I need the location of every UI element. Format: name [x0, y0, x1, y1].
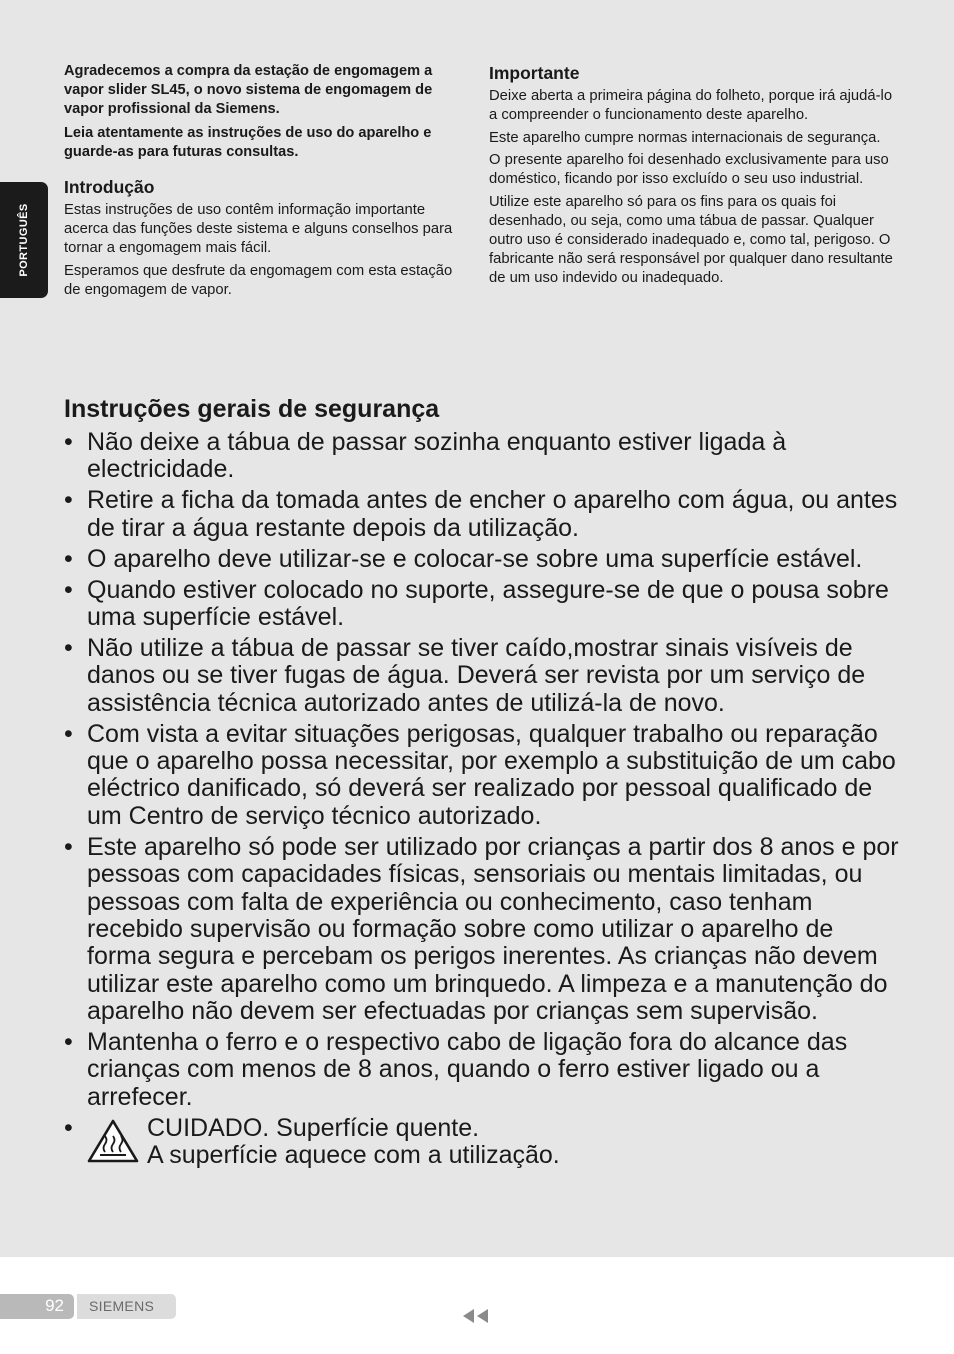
bullet: • [64, 575, 73, 604]
page-number: 92 [45, 1296, 64, 1315]
brand-tab [77, 1294, 176, 1319]
important-paragraph: O presente aparelho foi desenhado exclusivamente para uso doméstico, ficando por isso excluído o seu uso industrial. [489, 152, 889, 187]
bullet: • [64, 1028, 73, 1057]
bullet: • [64, 1113, 73, 1142]
safety-item [64, 546, 904, 573]
safety-item-text: Retire a ficha da tomada antes de encher o aparelho com água, ou antes de tirar a água restante depois da utilização. [87, 486, 898, 542]
safety-item-text: Com vista a evitar situações perigosas, qualquer trabalho ou reparação que o aparelho possa necessitar, por exemplo a substituição de um cabo eléctrico danificado, só deverá ser realizado por pessoal qualificado de um Centro de serviço técnico autorizado. [87, 719, 896, 830]
warning-line-1: CUIDADO. Superfície quente. [147, 1113, 480, 1142]
important-paragraph: Este aparelho cumpre normas internacionais de segurança. [489, 129, 881, 146]
bullet: • [64, 633, 73, 662]
intro-paragraph: Estas instruções de uso contêm informação importante acerca das funções deste sistema e alguns conselhos para tornar a engomagem mais fácil. [64, 202, 453, 257]
important-paragraph: Deixe aberta a primeira página do folheto, porque irá ajudá-lo a compreender o funcionamento deste aparelho. [489, 88, 893, 123]
safety-item [64, 635, 904, 717]
warning-text [147, 1115, 560, 1170]
language-tab [0, 182, 48, 298]
safety-item [64, 721, 904, 831]
bullet: • [64, 544, 73, 573]
safety-warning-item [64, 1115, 904, 1170]
important-heading: Importante [489, 63, 580, 83]
safety-item-text: Quando estiver colocado no suporte, assegure-se de que o pousa sobre uma superfície estável. [87, 575, 889, 631]
hot-surface-warning-icon [87, 1119, 139, 1163]
intro-heading: Introdução [64, 177, 155, 198]
safety-list [64, 429, 904, 1173]
bullet: • [64, 486, 73, 515]
safety-title: Instruções gerais de segurança [64, 395, 440, 423]
safety-item [64, 487, 904, 542]
safety-item-text: Não deixe a tábua de passar sozinha enquanto estiver ligada à electricidade. [87, 428, 787, 484]
safety-item-text: Não utilize a tábua de passar se tiver caído,mostrar sinais visíveis de danos ou se tiver fugas de água. Deverá ser revista por um serviço de assistência técnica autorizado antes de utilizá-la de novo. [87, 633, 866, 717]
safety-item [64, 1029, 904, 1111]
bullet: • [64, 719, 73, 748]
safety-item [64, 429, 904, 484]
safety-item-text: Este aparelho só pode ser utilizado por crianças a partir dos 8 anos e por pessoas com capacidades físicas, sensoriais ou mentais limitadas, ou pessoas com falta de experiência ou conhecimento, caso tenham recebido supervisão ou formação sobre como utilizar o aparelho de forma segura e percebam os perigos inerentes. As crianças não devem utilizar este aparelho como um brinquedo. A limpeza e a manutenção do aparelho não devem ser efectuadas por crianças sem supervisão. [87, 832, 899, 1026]
brand-name: SIEMENS [89, 1298, 155, 1314]
page-number-tab [0, 1294, 74, 1319]
important-paragraph: Utilize este aparelho só para os fins para os quais foi desenhado, ou seja, como uma tábua de passar. Qualquer outro uso é considerado inadequado e, como tal, perigoso. O fabricante não será responsável por qualquer dano resultante de um uso indevido ou inadequado. [489, 193, 893, 286]
important-column [489, 62, 899, 291]
intro-column [64, 62, 464, 303]
read-instructions-text: Leia atentamente as instruções de uso do aparelho e guarde-as para futuras consultas. [64, 124, 432, 160]
bullet: • [64, 832, 73, 861]
safety-item-text: O aparelho deve utilizar-se e colocar-se sobre uma superfície estável. [87, 544, 863, 573]
intro-paragraph: Esperamos que desfrute da engomagem com esta estação de engomagem de vapor. [64, 262, 453, 298]
safety-item [64, 834, 904, 1026]
rewind-arrows-icon[interactable] [462, 1308, 490, 1324]
safety-item-text: Mantenha o ferro e o respectivo cabo de ligação fora do alcance das crianças com menos de 8 anos, quando o ferro estiver ligado ou a arrefecer. [87, 1028, 848, 1111]
thanks-text: Agradecemos a compra da estação de engomagem a vapor slider SL45, o novo sistema de engomagem de vapor profissional da Siemens. [64, 63, 433, 118]
language-tab-label: PORTUGUÊS [18, 203, 30, 277]
warning-line-2: A superfície aquece com a utilização. [147, 1141, 560, 1170]
safety-item [64, 577, 904, 632]
bullet: • [64, 428, 73, 456]
